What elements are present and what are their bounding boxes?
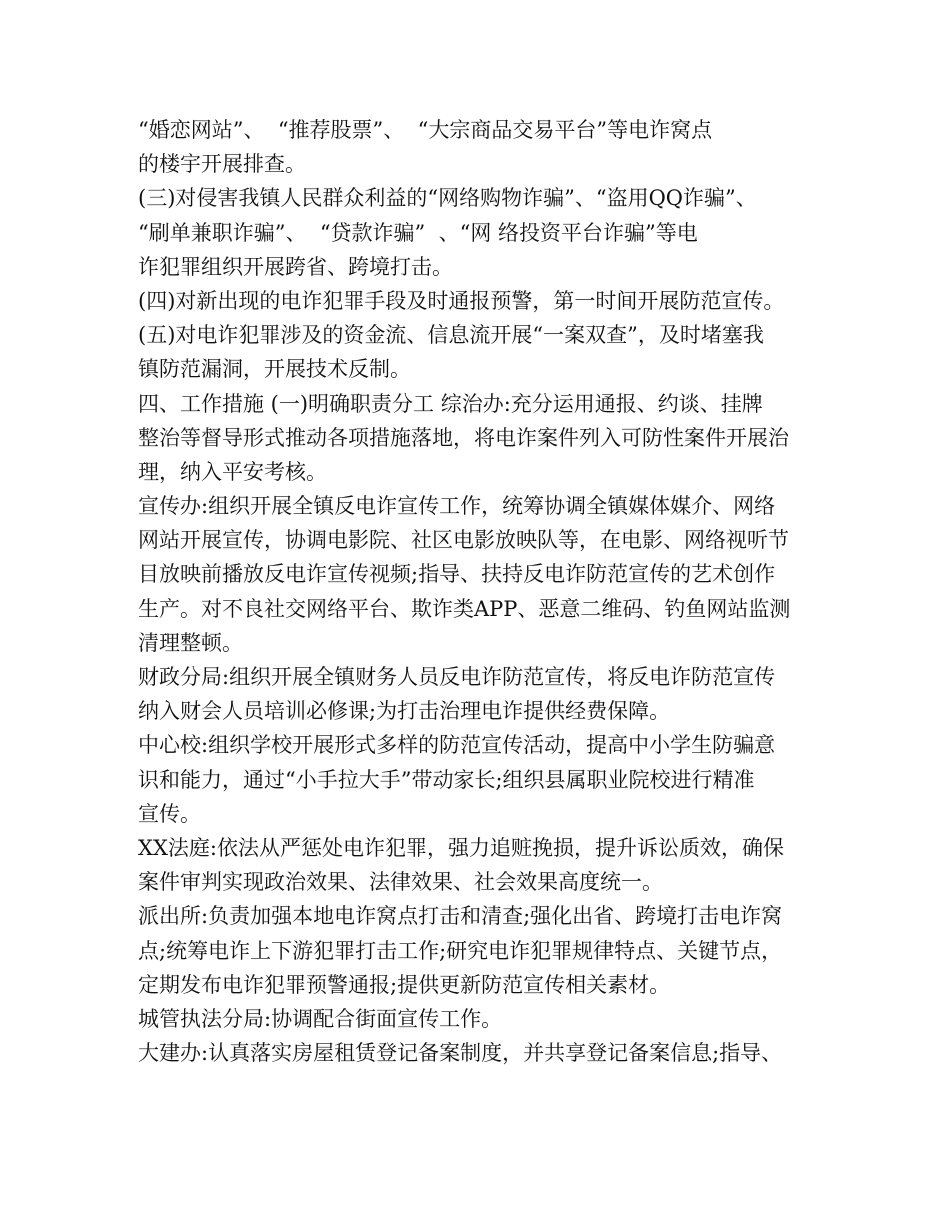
text-line: “婚恋网站”、 “推荐股票”、 “大宗商品交易平台”等电诈窝点 xyxy=(138,118,713,142)
text-line: 大建办:认真落实房屋租赁登记备案制度，并共享登记备案信息;指导、 xyxy=(138,1041,783,1066)
text-line: 诈犯罪组织开展跨省、跨境打击。 xyxy=(138,254,453,279)
text-line: 纳入财会人员培训必修课;为打击治理电诈提供经费保障。 xyxy=(138,699,671,724)
text-line: 宣传办:组织开展全镇反电诈宣传工作，统筹协调全镇媒体媒介、网络 xyxy=(138,494,776,519)
text-line: 财政分局:组织开展全镇财务人员反电诈防范宣传，将反电诈防范宣传 xyxy=(138,665,776,689)
document-page xyxy=(138,113,828,1070)
text-line: 案件审判实现政治效果、法律效果、社会效果高度统一。 xyxy=(138,870,663,895)
text-line: 定期发布电诈犯罪预警通报;提供更新防范宣传相关素材。 xyxy=(138,972,671,997)
text-line: 识和能力，通过“小手拉大手”带动家长;组织县属职业院校进行精准 xyxy=(138,767,755,792)
text-line: 四、工作措施 (一)明确职责分工 综治办:充分运用通报、约谈、挂牌 xyxy=(138,391,763,416)
text-line: 目放映前播放反电诈宣传视频;指导、扶持反电诈防范宣传的艺术创作 xyxy=(138,562,776,587)
text-line: 清理整顿。 xyxy=(138,630,243,655)
text-line: “刷单兼职诈骗”、 “贷款诈骗” 、“网 络投资平台诈骗”等电 xyxy=(138,220,698,245)
text-line: XX法庭:依法从严惩处电诈犯罪，强力追赃挽损，提升诉讼质效，确保 xyxy=(138,835,784,860)
text-line: (四)对新出现的电诈犯罪手段及时通报预警，第一时间开展防范宣传。 xyxy=(138,288,785,313)
text-line: 的楼宇开展排查。 xyxy=(138,152,306,177)
text-line: (五)对电诈犯罪涉及的资金流、信息流开展“一案双查”，及时堵塞我 xyxy=(138,323,764,348)
text-line: 中心校:组织学校开展形式多样的防范宣传活动，提高中小学生防骗意 xyxy=(138,733,776,758)
text-line: (三)对侵害我镇人民群众利益的“网络购物诈骗”、“盗用QQ诈骗”、 xyxy=(138,186,757,211)
text-line: 网站开展宣传，协调电影院、社区电影放映队等，在电影、网络视听节 xyxy=(138,528,789,553)
text-line: 生产。对不良社交网络平台、欺诈类APP、恶意二维码、钓鱼网站监测 xyxy=(138,596,791,621)
text-line: 镇防范漏洞，开展技术反制。 xyxy=(138,357,411,382)
text-line: 城管执法分局:协调配合街面宣传工作。 xyxy=(138,1006,503,1031)
text-line: 宣传。 xyxy=(138,801,201,826)
text-line: 点;统筹电诈上下游犯罪打击工作;研究电诈犯罪规律特点、关键节点， xyxy=(138,938,783,963)
text-line: 理，纳入平安考核。 xyxy=(138,459,327,484)
text-line: 整治等督导形式推动各项措施落地，将电诈案件列入可防性案件开展治 xyxy=(138,425,789,450)
text-line: 派出所:负责加强本地电诈窝点打击和清查;强化出省、跨境打击电诈窝 xyxy=(138,904,783,929)
